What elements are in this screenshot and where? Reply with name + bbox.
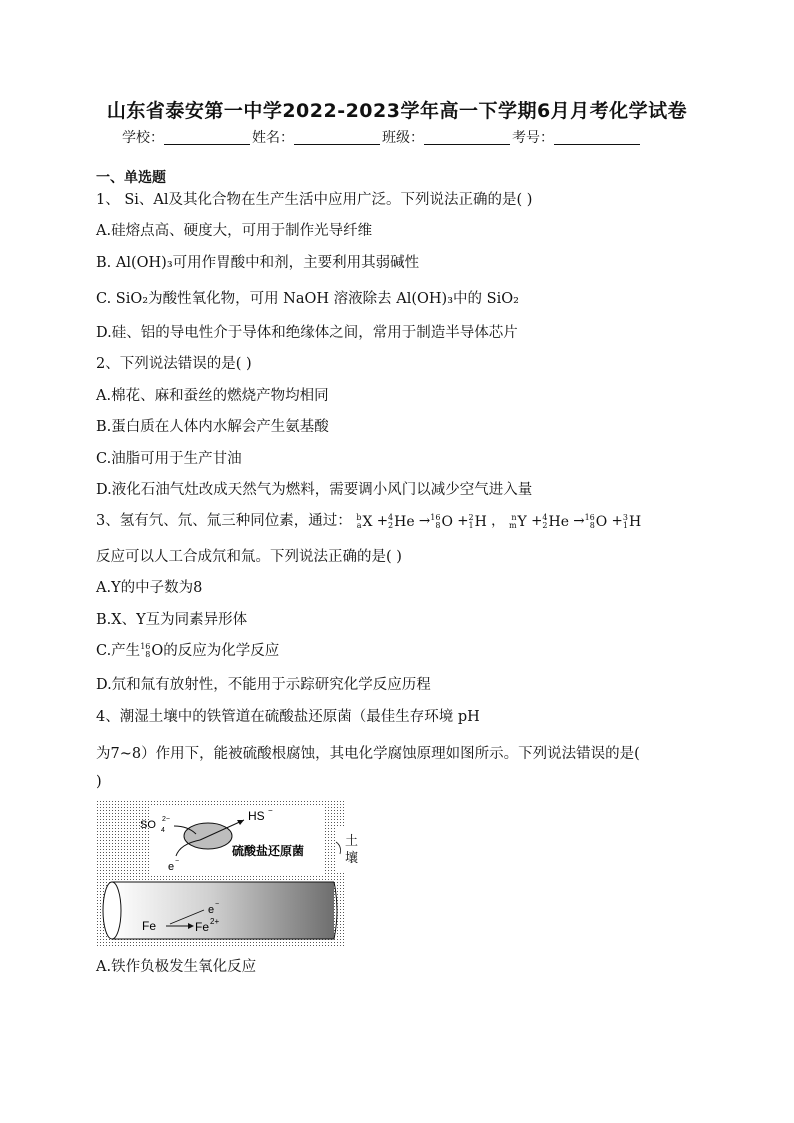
sulfate-superscript: 2− xyxy=(162,816,170,823)
question-4-stem-line-2: 为7~8）作用下，能被硫酸根腐蚀，其电化学腐蚀原理如图所示。下列说法错误的是( xyxy=(96,746,640,762)
q2-option-a: A.棉花、麻和蚕丝的燃烧产物均相同 xyxy=(96,388,329,404)
q3-stem-prefix: 3、氢有氕、氘、氚三种同位素，通过： xyxy=(96,513,352,529)
exam-number-label: 考号： xyxy=(512,130,554,146)
pipe-end xyxy=(103,882,121,939)
q2-option-b: B.蛋白质在人体内水解会产生氨基酸 xyxy=(96,419,329,435)
q1-option-b: B. Al(OH)₃可用作胃酸中和剂，主要利用其弱碱性 xyxy=(96,255,420,271)
question-4-stem-line-3: ) xyxy=(96,774,102,790)
question-2-stem: 2、下列说法错误的是( ) xyxy=(96,356,252,372)
q3-option-c-suffix: O的反应为化学反应 xyxy=(151,643,280,659)
hs-label: HS xyxy=(248,809,265,823)
q3-option-d: D.氘和氚有放射性，不能用于示踪研究化学反应历程 xyxy=(96,677,431,693)
q2-option-d: D.液化石油气灶改成天然气为燃料，需要调小风门以减少空气进入量 xyxy=(96,482,533,498)
label-area xyxy=(150,806,325,876)
fe2-label: Fe xyxy=(195,920,210,934)
soil-label-char-2: 壤 xyxy=(345,851,359,866)
electron-superscript: − xyxy=(175,858,180,865)
soil-label xyxy=(345,833,358,867)
page-title: 山东省泰安第一中学2022-2023学年高一下学期6月月考化学试卷 xyxy=(106,100,688,122)
section-heading: 一、单选题 xyxy=(96,170,166,186)
student-info-row xyxy=(122,127,642,147)
sulfate-label: SO xyxy=(140,819,156,831)
fe2-superscript: 2+ xyxy=(210,917,220,926)
exam-number-field[interactable] xyxy=(554,130,640,145)
q1-option-a: A.硅熔点高、硬度大，可用于制作光导纤维 xyxy=(96,223,373,239)
q2-option-c: C.油脂可用于生产甘油 xyxy=(96,451,242,467)
sulfate-subscript: 4 xyxy=(161,827,165,834)
name-label: 姓名： xyxy=(252,130,294,146)
hs-superscript: − xyxy=(268,806,273,815)
fe-label: Fe xyxy=(142,919,157,933)
pipe-electron-label: e xyxy=(208,904,215,916)
q3-option-a: A.Y的中子数为8 xyxy=(96,580,203,596)
q3-option-c: C.产生 16 8 O的反应为化学反应 xyxy=(96,642,280,659)
q1-option-c: C. SiO₂为酸性氧化物，可用 NaOH 溶液除去 Al(OH)₃中的 SiO₂ xyxy=(96,291,519,307)
school-label: 学校： xyxy=(122,130,164,146)
electron-label: e xyxy=(168,861,175,873)
q4-option-a: A.铁作负极发生氧化反应 xyxy=(96,959,257,975)
question-3-stem xyxy=(96,511,641,532)
q1-option-d: D.硅、铝的导电性介于导体和绝缘体之间，常用于制造半导体芯片 xyxy=(96,325,518,341)
class-label: 班级： xyxy=(382,130,424,146)
q3-option-b: B.X、Y互为同素异形体 xyxy=(96,612,248,628)
soil-label-char-1: 土 xyxy=(345,834,359,849)
question-4-stem-line-1: 4、潮湿土壤中的铁管道在硫酸盐还原菌（最佳生存环境 pH xyxy=(96,709,480,725)
school-field[interactable] xyxy=(164,130,250,145)
q3-option-c-prefix: C.产生 xyxy=(96,643,141,659)
corrosion-diagram xyxy=(96,800,346,946)
question-1-stem: 1、 Si、Al及其化合物在生产生活中应用广泛。下列说法正确的是( ) xyxy=(96,192,533,208)
pipe-electron-superscript: − xyxy=(215,901,220,908)
q3-nuclear-equations: b a X + 4 2 He → 16 8 O + 2 1 H ， n m Y + 4 2 He → 16 8 O + 3 1 H xyxy=(356,512,642,530)
class-field[interactable] xyxy=(424,130,510,145)
name-field[interactable] xyxy=(294,130,380,145)
q3-stem-continuation: 反应可以人工合成氘和氚。下列说法正确的是( ) xyxy=(96,549,402,565)
bacteria-label: 硫酸盐还原菌 xyxy=(232,844,305,858)
